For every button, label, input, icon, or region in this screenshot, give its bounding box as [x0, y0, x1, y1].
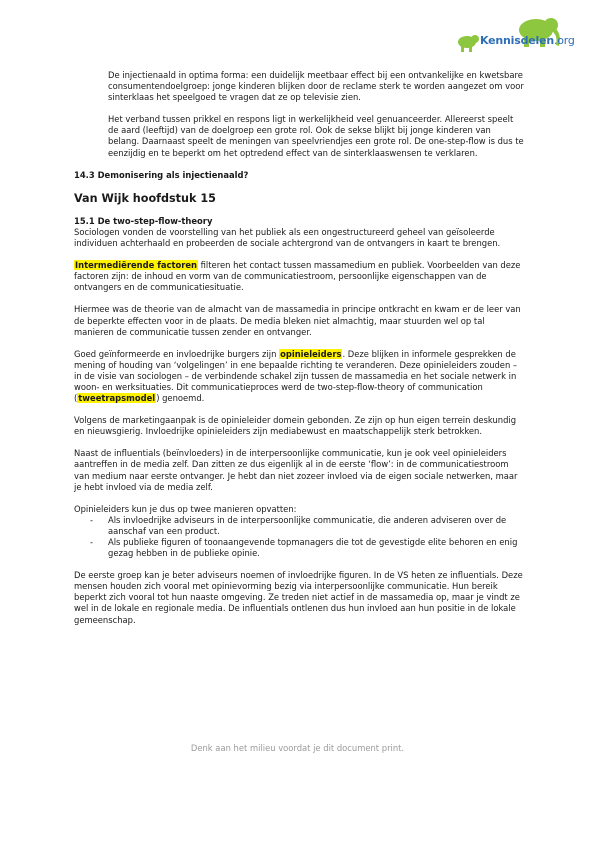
document-body	[74, 70, 524, 637]
section-heading-15-1: 15.1 De two-step-flow-theory	[74, 215, 213, 226]
paragraph-text: Goed geïnformeerde en invloedrijke burgers zijn	[74, 348, 280, 359]
logo-name: Kennisdelen	[480, 34, 554, 47]
site-logo[interactable]	[456, 16, 576, 60]
intro-paragraph-1: De injectienaald in optima forma: een duidelijk meetbaar effect bij een ontvankelijke en kwetsbare consumentendoelgroep: jonge kinderen blijken door de reclame sterk te worden aangezet om voor sinterklaas het speelgoed te vragen dat ze op televisie zien.	[108, 70, 524, 103]
opinion-leader-list	[74, 515, 524, 559]
highlight-intermedierende-factoren: Intermediërende factoren	[75, 260, 197, 271]
paragraph-eerste-groep: De eerste groep kan je beter adviseurs noemen of invloedrijke figuren. In de VS heten ze influentials. Deze mensen houden zich vooral met opinievorming bezig via interpersoonlijke communicatie. Hun bereik beperkt zich vooral tot hun naaste omgeving. Ze treden niet actief in de massamedia op, maar je vindt ze wel in de lokale en regionale media. De influentials ontlenen dus hun invloed aan hun positie in de lokale gemeenschap.	[74, 570, 523, 625]
paragraph-text: ) genoemd.	[156, 393, 205, 404]
paragraph-intermedierende	[74, 260, 524, 293]
logo-wordmark	[480, 34, 575, 47]
logo-ext: .org	[553, 34, 575, 47]
footer-note: Denk aan het milieu voordat je dit document print.	[190, 743, 405, 753]
paragraph-text: . Deze blijken in informele gesprekken de mening of houding van ‘volgelingen’ in ene bepaalde richting te veranderen. Deze opinieleiders zouden – in de visie van sociologen – de verbindende schakel zijn tussen de massamedia en het sociale netwerk in woon- en werksituaties. Dit communicatieproces werd de two-step-flow-theory of communication (	[74, 348, 518, 404]
paragraph-opvatten: Opinieleiders kun je dus op twee manieren opvatten:	[74, 503, 297, 514]
section-heading-14-3: 14.3 Demonisering als injectienaald?	[74, 169, 249, 180]
paragraph-almacht: Hiermee was de theorie van de almacht van de massamedia in principe ontkracht en kwam er de leer van de beperkte effecten voor in de plaats. De media bleken niet almachtig, maar stuurden wel op tal manieren de communicatie tussen zender en ontvanger.	[74, 304, 521, 337]
intro-block	[74, 70, 524, 159]
paragraph-influentials: Naast de influentials (beïnvloeders) in de interpersoonlijke communicatie, kun je ook veel opinieleiders aantreffen in de media zelf. Dan zitten ze dus eigenlijk al in de eerste ‘flow’: in de communicatiestroom van medium naar eerste ontvanger. Je hebt dan niet zozeer invloed via de eigen sociale netwerken, maar je hebt invloed via de media zelf.	[74, 448, 518, 492]
paragraph-text: filteren het contact tussen massamedium en publiek. Voorbeelden van deze factoren zijn: de inhoud en vorm van de communicatiestroom, persoonlijke eigenschappen van de ontvangers en de communicatiesituatie.	[74, 260, 521, 293]
highlight-opinieleiders: opinieleiders	[280, 348, 342, 359]
paragraph-marketingaanpak: Volgens de marketingaanpak is de opinieleider domein gebonden. Ze zijn op hun eigen terrein deskundig en nieuwsgierig. Invloedrijke opinieleiders zijn mediabewust en maatschappelijk sterk betrokken.	[74, 415, 517, 437]
list-item: - Als invloedrijke adviseurs in de interpersoonlijke communicatie, die anderen adviseren over de aanschaf van een product.	[74, 515, 524, 537]
paragraph-opinieleiders	[74, 349, 524, 404]
chapter-heading: Van Wijk hoofdstuk 15	[74, 191, 216, 205]
list-item: - Als publieke figuren of toonaangevende topmanagers die tot de gevestigde elite behoren en enig gezag hebben in de publieke opinie.	[74, 537, 524, 559]
highlight-tweetrapsmodel: tweetrapsmodel	[78, 393, 156, 404]
paragraph-sociologen: Sociologen vonden de voorstelling van het publiek als een ongestructureerd geheel van geïsoleerde individuen achterhaald en probeerden de sociale achtergrond van de ontvangers in kaart te brengen.	[74, 226, 501, 249]
intro-paragraph-2: Het verband tussen prikkel en respons ligt in werkelijkheid veel genuanceerder. Allereerst speelt de aard (leeftijd) van de doelgroep een grote rol. Ook de sekse blijkt bij jonge kinderen van belang. Daarnaast speelt de meningen van speelvriendjes een grote rol. De one-step-flow is dus te eenzijdig en te beperkt om het optredend effect van de sinterklaaswensen te verklaren.	[108, 114, 524, 158]
